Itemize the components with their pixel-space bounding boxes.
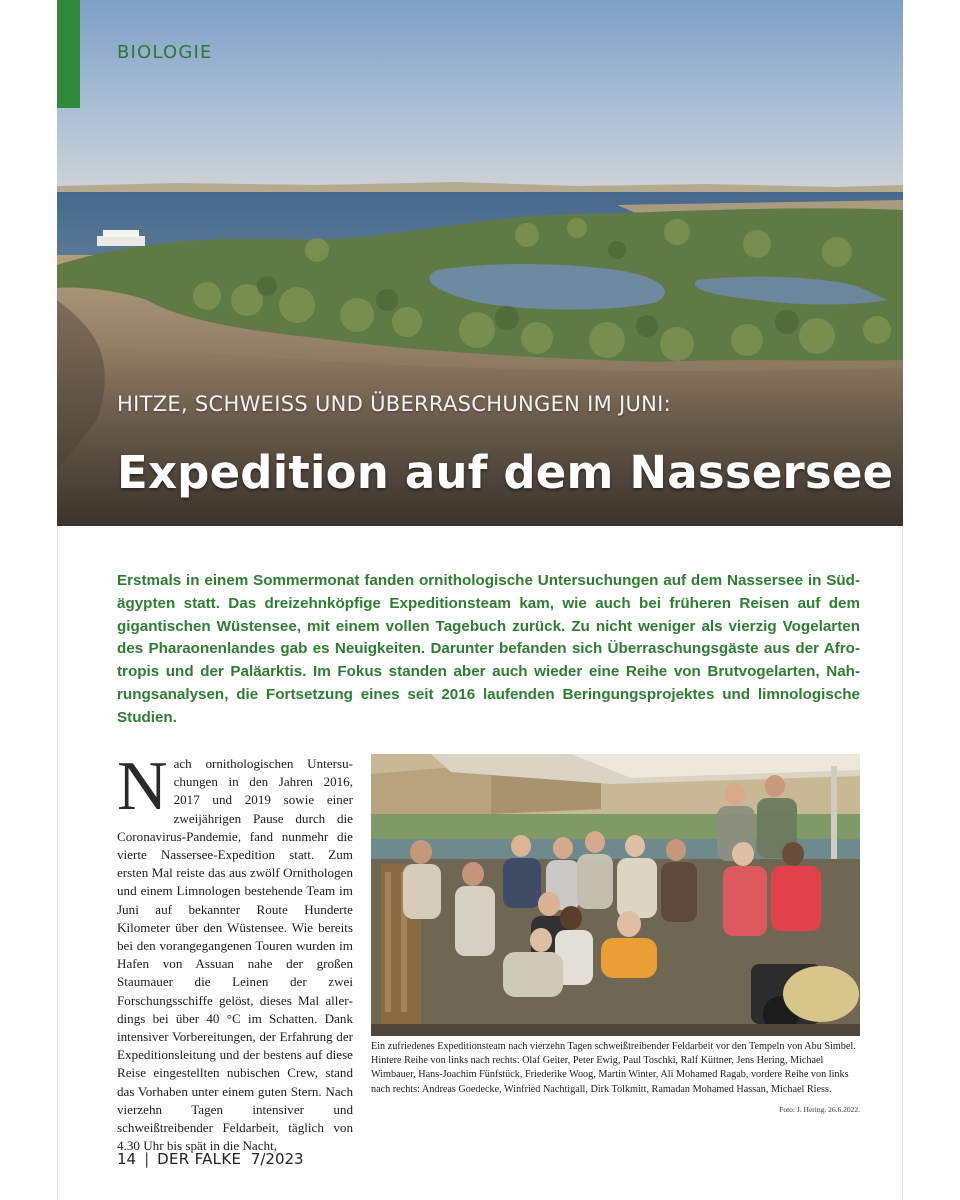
article-headline: Expedition auf dem Nassersee [117, 446, 894, 499]
boat-shape [97, 230, 145, 246]
issue-number: 7/2023 [250, 1150, 304, 1168]
page-footer [117, 1150, 304, 1168]
footer-separator: | [144, 1150, 150, 1168]
magazine-name: DER FALKE [157, 1150, 242, 1168]
hero-image [57, 0, 903, 526]
drop-cap: N [117, 748, 168, 825]
section-color-bar [57, 0, 80, 108]
body-text: ach ornithologischen Untersuchungen in den Jahren 2016, 2017 und 2019 sowie einer zweijährigen Pause durch die Coronavirus-Pandemie, fand nunmehr die vierte Nassersee-Expedition statt. Zum ersten Mal reiste das aus zwölf Ornithologen und einem Limnologen bestehende Team im Juni auf bekannter Route Hunderte Kilometer über den Wüstensee. Wie bereits bei den vorangegangenen Touren wurden im Hafen von Assuan nahe der großen Staumauer die Leinen der zwei Forschungsschiffe gelöst, dieses Mal allerdings bei über 40 °C im Schatten. Dank intensiver Vorbereitungen, der Erfahrung der Expeditionsleitung und der bestens auf diese Reise eingestellten nubischen Crew, stand das Vorhaben unter einem guten Stern. Nach vierzehn Tagen intensiver und schweißtreibender Feldarbeit, täglich von 4.30 Uhr bis spät in die Nacht, [117, 756, 353, 1154]
team-photo-image [371, 754, 860, 1036]
article-lead: Erstmals in einem Sommermonat fanden ornithologische Untersuchungen auf dem Nassersee in Südägypten statt. Das dreizehnköpfige Expeditionsteam kam, wie auch bei früheren Reisen auf dem gigantischen Wüstensee, mit einem vollen Tagebuch zurück. Zu nicht weniger als vierzig Vogelarten des Pharaonenlandes gab es Neuigkeiten. Darunter befanden sich Überraschungsgäste aus der Afrotropis und der Paläarktis. Im Fokus standen aber auch wieder eine Reihe von Brutvogelarten, Nahrungsanalysen, die Fortsetzung eines seit 2016 laufenden Beringungsprojektes und limnologische Studien. [117, 572, 860, 726]
body-column [117, 748, 353, 1155]
team-photo [371, 754, 860, 1036]
article-kicker: HITZE, SCHWEISS UND ÜBERRASCHUNGEN IM JUNI: [117, 392, 672, 416]
photo-credit: Foto: J. Hering. 26.6.2022. [779, 1105, 860, 1114]
section-label: BIOLOGIE [117, 42, 213, 63]
photo-caption: Ein zufriedenes Expeditionsteam nach vierzehn Tagen schweißtreibender Feldarbeit vor den Tempeln von Abu Simbel. Hintere Reihe von links nach rechts: Olaf Geiter, Peter Ewig, Paul Toschki, Ralf Küttner, Jens Hering, Michael Wimbauer, Hans-Joachim Fünfstück, Friederike Woog, Martin Winter, Ali Mohamed Ragab, vordere Reihe von links nach rechts: Andreas Goedecke, Winfried Nachtigall, Dirk Tolkmitt, Ramadan Mohamed Hassan, Michael Riess. [371, 1041, 856, 1095]
page-number: 14 [117, 1150, 137, 1168]
